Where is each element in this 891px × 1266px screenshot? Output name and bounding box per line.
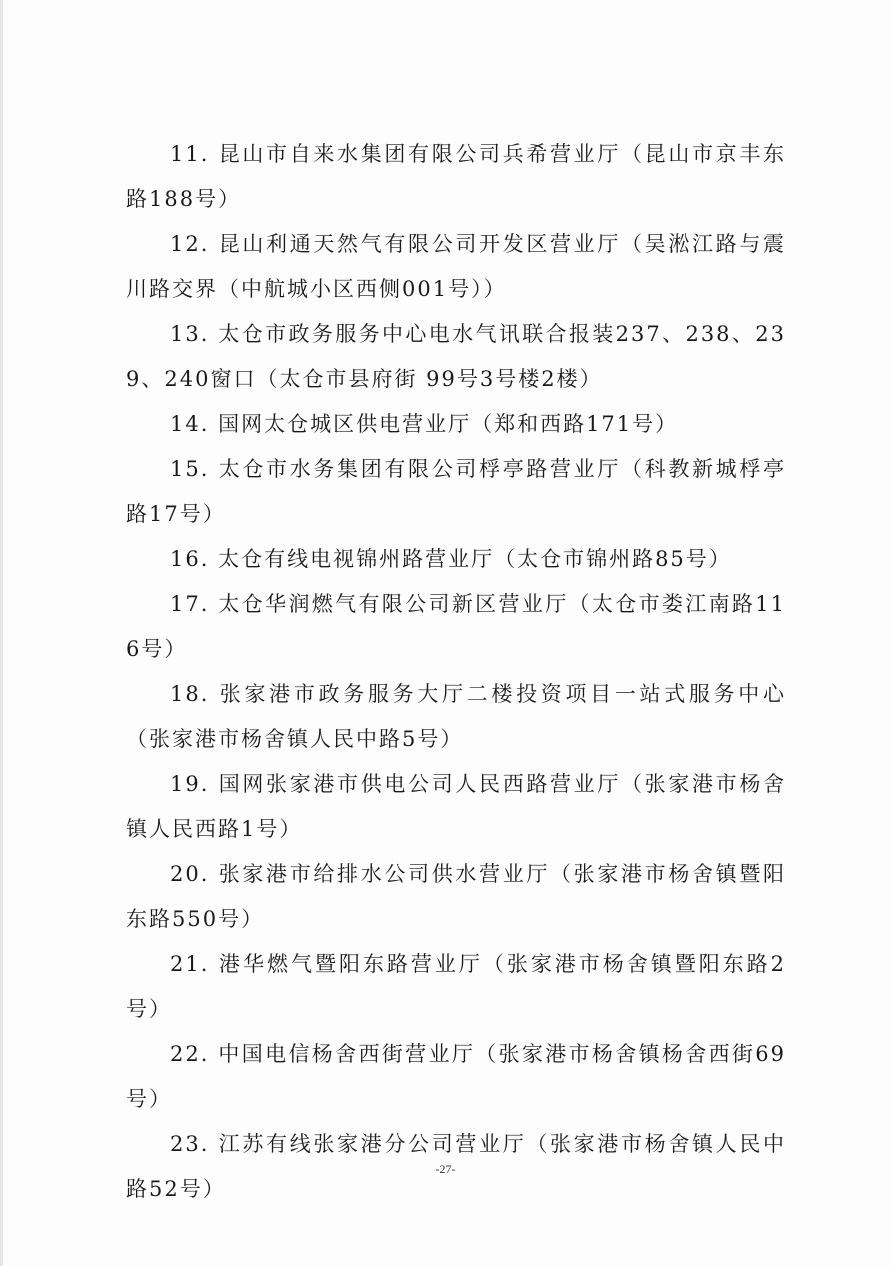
list-item-23: 23. 江苏有线张家港分公司营业厅（张家港市杨舍镇人民中路52号）: [126, 1132, 786, 1201]
list-item-20: 20. 张家港市给排水公司供水营业厅（张家港市杨舍镇暨阳东路550号）: [126, 862, 786, 931]
list-item-16: 16. 太仓有线电视锦州路营业厅（太仓市锦州路85号）: [170, 547, 732, 571]
list-item-11: 11. 昆山市自来水集团有限公司兵希营业厅（昆山市京丰东路188号）: [126, 142, 786, 211]
list-item-22: 22. 中国电信杨舍西街营业厅（张家港市杨舍镇杨舍西街69号）: [126, 1042, 786, 1111]
service-hall-list: [126, 132, 786, 1212]
page-number: -27-: [435, 1162, 456, 1176]
list-item-15: 15. 太仓市水务集团有限公司桴亭路营业厅（科教新城桴亭路17号）: [126, 457, 786, 526]
list-item-14: 14. 国网太仓城区供电营业厅（郑和西路171号）: [170, 412, 679, 436]
list-item-17: 17. 太仓华润燃气有限公司新区营业厅（太仓市娄江南路116号）: [126, 592, 786, 661]
list-item-18: 18. 张家港市政务服务大厅二楼投资项目一站式服务中心（张家港市杨舍镇人民中路5号）: [126, 682, 786, 751]
list-item-21: 21. 港华燃气暨阳东路营业厅（张家港市杨舍镇暨阳东路2号）: [126, 952, 786, 1021]
list-item-12: 12. 昆山利通天然气有限公司开发区营业厅（吴淞江路与震川路交界（中航城小区西侧001号））: [126, 232, 786, 301]
scan-edge: [0, 0, 3, 1266]
list-item-19: 19. 国网张家港市供电公司人民西路营业厅（张家港市杨舍镇人民西路1号）: [126, 772, 786, 841]
list-item-13: 13. 太仓市政务服务中心电水气讯联合报装237、238、239、240窗口（太仓市县府街 99号3号楼2楼）: [126, 322, 786, 391]
